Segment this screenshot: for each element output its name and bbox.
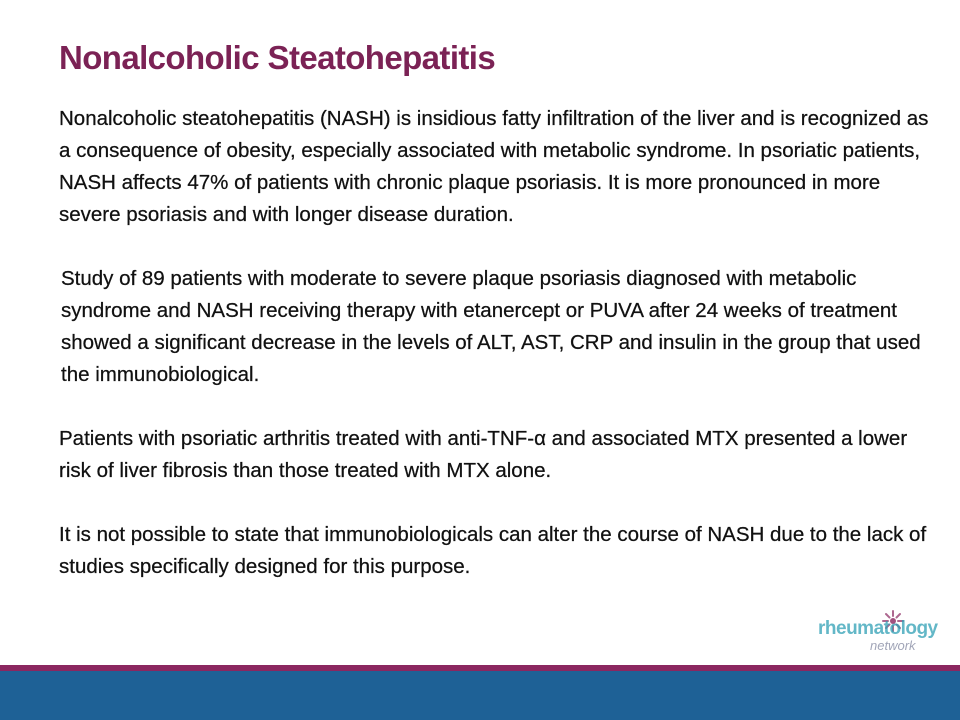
paragraph-etanercept-study: Study of 89 patients with moderate to severe plaque psoriasis diagnosed with metabolic syndrome and NASH receiving therapy with etanercept or PUVA after 24 weeks of treatment showed a significant decrease in the levels of ALT, AST, CRP and insulin in the group that used the immunobiological. xyxy=(61,267,921,386)
footer-bar xyxy=(0,671,960,720)
slide-body xyxy=(59,103,929,583)
logo-word: rheumatology xyxy=(818,618,938,639)
paragraph-conclusion: It is not possible to state that immunobiologicals can alter the course of NASH due to the lack of studies specifically designed for this purpose. xyxy=(59,523,927,578)
logo-subword: network xyxy=(870,638,916,653)
rheumatology-network-logo xyxy=(818,616,938,660)
paragraph-psoriatic-arthritis: Patients with psoriatic arthritis treated with anti-TNF-α and associated MTX presented a lower risk of liver fibrosis than those treated with MTX alone. xyxy=(59,427,908,482)
paragraph-nash-definition: Nonalcoholic steatohepatitis (NASH) is insidious fatty infiltration of the liver and is recognized as a consequence of obesity, especially associated with metabolic syndrome. In psoriatic patients, NASH affects 47% of patients with chronic plaque psoriasis. It is more pronounced in more severe psoriasis and with longer disease duration. xyxy=(59,107,929,226)
slide-title: Nonalcoholic Steatohepatitis xyxy=(59,39,496,76)
